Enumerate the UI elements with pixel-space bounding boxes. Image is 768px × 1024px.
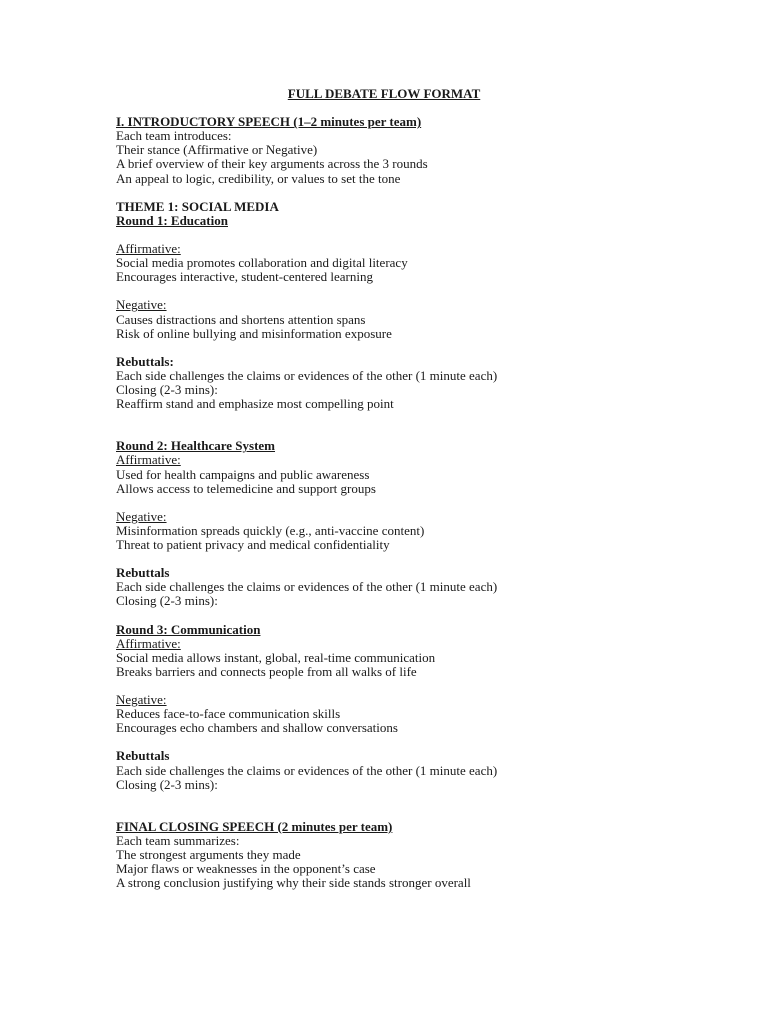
round1-section	[116, 214, 676, 411]
round1-closing-note: Reaffirm stand and emphasize most compelling point	[116, 396, 394, 412]
round1-negative-point: Risk of online bullying and misinformation exposure	[116, 325, 392, 341]
round1-affirmative-point: Social media promotes collaboration and digital literacy	[116, 255, 408, 271]
round2-negative-label: Negative:	[116, 508, 167, 524]
round2-affirmative-point: Used for health campaigns and public awareness	[116, 466, 370, 482]
final-line: The strongest arguments they made	[116, 847, 301, 863]
round2-closing: Closing (2-3 mins):	[116, 593, 218, 609]
round3-section	[116, 623, 676, 792]
final-line: Major flaws or weaknesses in the opponent’s case	[116, 861, 376, 877]
round2-negative-point: Threat to patient privacy and medical confidentiality	[116, 537, 390, 552]
intro-line: Their stance (Affirmative or Negative)	[116, 142, 318, 158]
final-section	[116, 820, 676, 890]
round2-negative-point: Misinformation spreads quickly (e.g., anti-vaccine content)	[116, 522, 425, 538]
round3-rebuttals-text: Each side challenges the claims or evidences of the other (1 minute each)	[116, 762, 498, 778]
intro-line: An appeal to logic, credibility, or values to set the tone	[116, 170, 401, 186]
intro-line: A brief overview of their key arguments across the 3 rounds	[116, 156, 428, 172]
round1-negative-label: Negative:	[116, 297, 167, 313]
round3-negative-point: Reduces face-to-face communication skills	[116, 706, 341, 722]
round1-closing: Closing (2-3 mins):	[116, 381, 218, 397]
round2-affirmative-point: Allows access to telemedicine and support groups	[116, 480, 376, 496]
intro-line: Each team introduces:	[116, 128, 232, 144]
round3-affirmative-label: Affirmative:	[116, 635, 181, 651]
round3-negative-label: Negative:	[116, 692, 167, 708]
final-heading: FINAL CLOSING SPEECH (2 minutes per team)	[116, 818, 393, 834]
round2-section	[116, 439, 676, 608]
round1-affirmative-point: Encourages interactive, student-centered learning	[116, 269, 373, 285]
intro-heading: I. INTRODUCTORY SPEECH (1–2 minutes per team)	[116, 114, 422, 130]
round2-rebuttals-label: Rebuttals	[116, 565, 170, 581]
final-line: A strong conclusion justifying why their side stands stronger overall	[116, 875, 471, 891]
round3-heading: Round 3: Communication	[116, 621, 261, 637]
document-page	[116, 87, 676, 890]
theme-heading: THEME 1: SOCIAL MEDIA	[116, 198, 279, 214]
round1-negative-point: Causes distractions and shortens attention spans	[116, 311, 366, 327]
round2-affirmative-label: Affirmative:	[116, 452, 181, 468]
round1-heading: Round 1: Education	[116, 212, 228, 228]
round3-closing: Closing (2-3 mins):	[116, 776, 218, 792]
round1-rebuttals-label: Rebuttals:	[116, 353, 174, 369]
round2-rebuttals-text: Each side challenges the claims or evidences of the other (1 minute each)	[116, 579, 498, 595]
round3-rebuttals-label: Rebuttals	[116, 748, 170, 764]
round3-negative-point: Encourages echo chambers and shallow conversations	[116, 720, 398, 736]
document-title: FULL DEBATE FLOW FORMAT	[287, 86, 481, 101]
round2-heading: Round 2: Healthcare System	[116, 438, 276, 454]
final-line: Each team summarizes:	[116, 832, 240, 848]
round1-rebuttals-text: Each side challenges the claims or evidences of the other (1 minute each)	[116, 367, 498, 383]
intro-section	[116, 115, 676, 185]
round3-affirmative-point: Breaks barriers and connects people from all walks of life	[116, 663, 417, 679]
round1-affirmative-label: Affirmative:	[116, 241, 181, 257]
round3-affirmative-point: Social media allows instant, global, real-time communication	[116, 649, 436, 665]
